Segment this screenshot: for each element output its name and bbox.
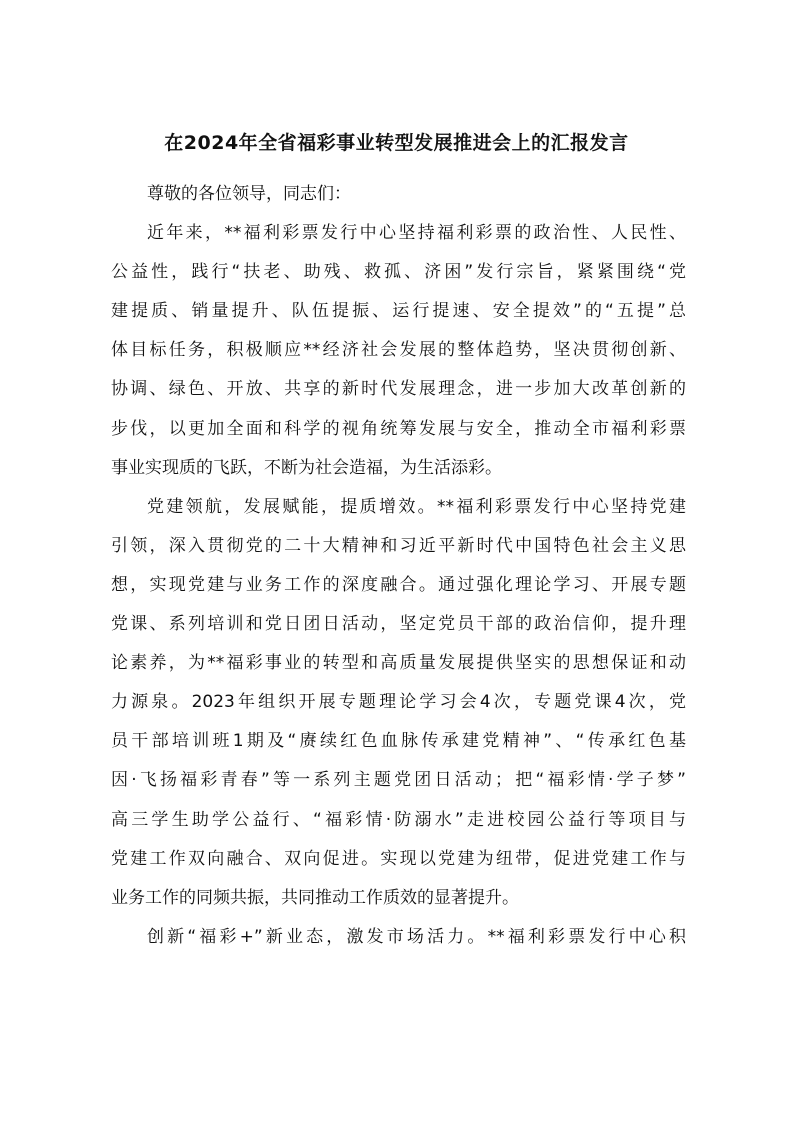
paragraph-2-line: 党建领航，发展赋能，提质增效。**福利彩票发行中心坚持党建 — [147, 496, 686, 517]
document-body — [111, 175, 686, 957]
paragraph-2-line: 想，实现党建与业务工作的深度融合。通过强化理论学习、开展专题 — [111, 574, 686, 595]
paragraph-1-line: 协调、绿色、开放、共享的新时代发展理念，进一步加大改革创新的 — [111, 379, 686, 400]
paragraph-3-line: 创新“福彩+”新业态，激发市场活力。**福利彩票发行中心积 — [147, 926, 686, 947]
paragraph-2-line: 论素养，为**福彩事业的转型和高质量发展提供坚实的思想保证和动 — [111, 653, 686, 674]
paragraph-1-line: 体目标任务，积极顺应**经济社会发展的整体趋势，坚决贯彻创新、 — [111, 340, 686, 361]
paragraph-2-line: 因·飞扬福彩青春”等一系列主题党团日活动；把“福彩情·学子梦” — [111, 770, 686, 791]
paragraph-1-line: 事业实现质的飞跃，不断为社会造福，为生活添彩。 — [111, 457, 502, 478]
paragraph-2-line: 引领，深入贯彻党的二十大精神和习近平新时代中国特色社会主义思 — [111, 535, 686, 556]
paragraph-2-line: 业务工作的同频共振，共同推动工作质效的显著提升。 — [111, 887, 519, 908]
paragraph-2-line: 力源泉。2023年组织开展专题理论学习会4次，专题党课4次，党 — [111, 692, 686, 713]
salutation: 尊敬的各位领导，同志们： — [147, 184, 351, 204]
document-title: 在2024年全省福彩事业转型发展推进会上的汇报发言 — [164, 132, 629, 154]
paragraph-2-line: 高三学生助学公益行、“福彩情·防溺水”走进校园公益行等项目与 — [111, 809, 686, 830]
paragraph-2-line: 党建工作双向融合、双向促进。实现以党建为纽带，促进党建工作与 — [111, 848, 686, 869]
paragraph-2-line: 党课、系列培训和党日团日活动，坚定党员干部的政治信仰，提升理 — [111, 614, 686, 635]
paragraph-1-line: 步伐，以更加全面和科学的视角统筹发展与安全，推动全市福利彩票 — [111, 418, 686, 439]
paragraph-1-line: 公益性，践行“扶老、助残、救孤、济困”发行宗旨，紧紧围绕“党 — [111, 262, 686, 283]
paragraph-1-line: 建提质、销量提升、队伍提振、运行提速、安全提效”的“五提”总 — [111, 301, 686, 322]
paragraph-2-line: 员干部培训班1期及“赓续红色血脉传承建党精神”、“传承红色基 — [111, 731, 686, 752]
paragraph-1-line: 近年来，**福利彩票发行中心坚持福利彩票的政治性、人民性、 — [147, 223, 686, 244]
